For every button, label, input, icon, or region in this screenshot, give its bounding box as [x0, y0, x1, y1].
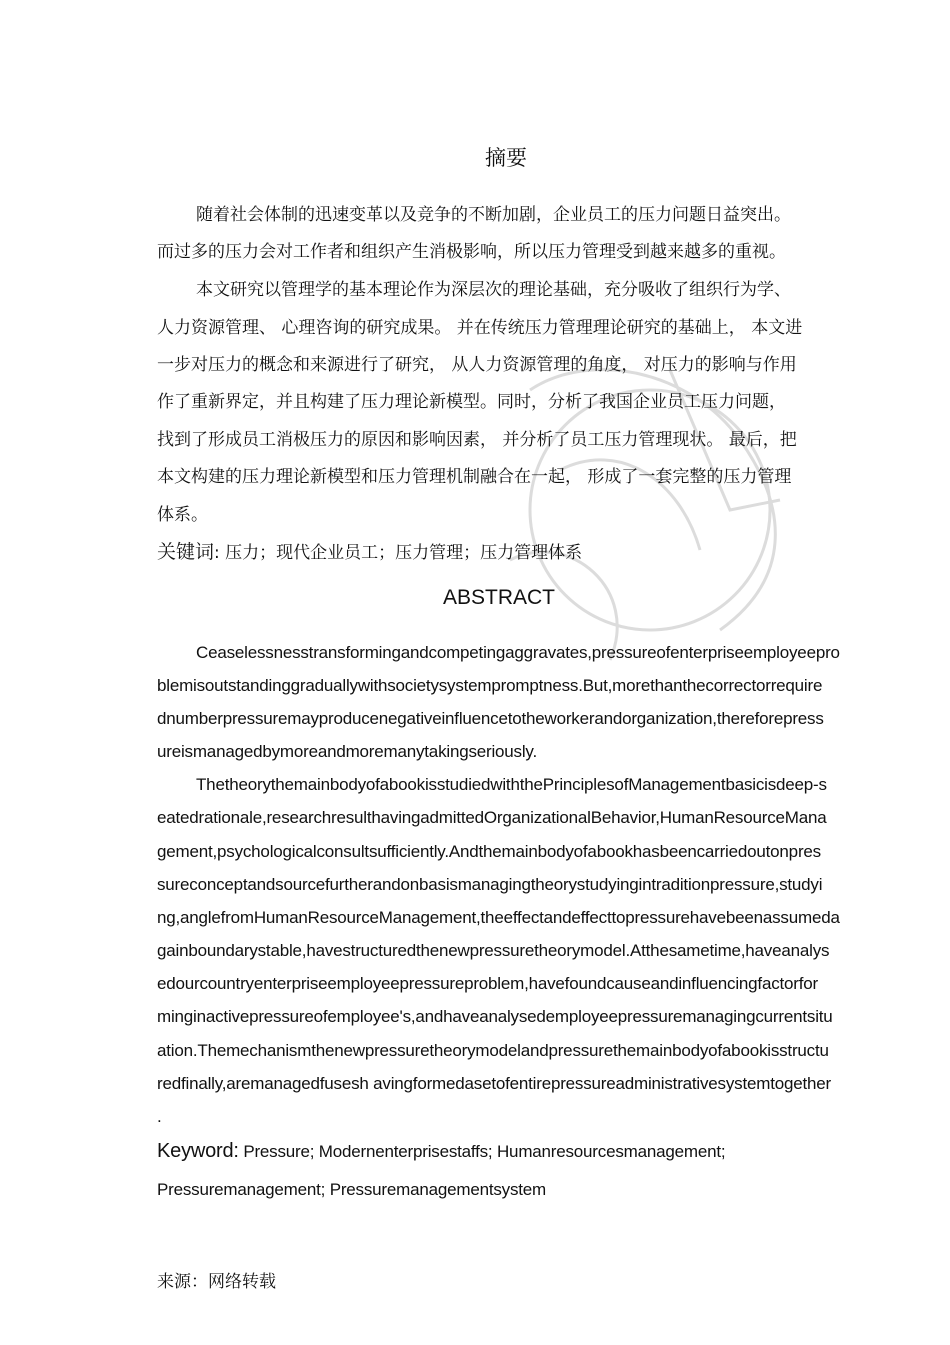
english-keywords-continued: Pressuremanagement; Pressuremanagementsystem	[157, 1180, 546, 1199]
chinese-abstract-line: 找到了形成员工消极压力的原因和影响因素， 并分析了员工压力管理现状。 最后，把	[157, 430, 797, 450]
english-abstract-line: edourcountryenterpriseemployeepressureproblem,havefoundcauseandinfluencingfactorfor	[157, 974, 818, 993]
chinese-abstract-line: 而过多的压力会对工作者和组织产生消极影响，所以压力管理受到越来越多的重视。	[157, 242, 786, 262]
english-abstract-line: gainboundarystable,havestructuredthenewpressuretheorymodel.Atthesametime,haveanalys	[157, 941, 830, 960]
english-abstract-line: dnumberpressuremayproducenegativeinfluencetotheworkerandorganization,thereforepress	[157, 709, 824, 728]
english-keywords-value: Pressure; Modernenterprisestaffs; Humanresourcesmanagement;	[243, 1142, 726, 1161]
source-note: 来源：网络转载	[157, 1272, 276, 1292]
english-keywords-label: Keyword:	[157, 1140, 239, 1162]
english-abstract-line: gement,psychologicalconsultsufficiently.Andthemainbodyofabookhasbeencarriedoutonpres	[157, 842, 821, 861]
chinese-keywords	[157, 541, 582, 564]
chinese-abstract-line: 随着社会体制的迅速变革以及竞争的不断加剧，企业员工的压力问题日益突出。	[196, 205, 791, 225]
watermark-seal-icon	[470, 330, 830, 690]
english-abstract-line: .	[157, 1107, 162, 1126]
english-keywords	[157, 1140, 725, 1163]
english-abstract-line: blemisoutstandinggraduallywithsocietysystempromptness.But,morethanthecorrectorrequire	[157, 676, 823, 695]
english-abstract-title: ABSTRACT	[443, 586, 556, 609]
english-abstract-line: eatedrationale,researchresulthavingadmittedOrganizationalBehavior,HumanResourceMana	[157, 808, 827, 827]
english-abstract-line: redfinally,aremanagedfusesh avingformedasetofentirepressureadministrativesystemtogether	[157, 1074, 831, 1093]
english-abstract-line: sureconceptandsourcefurtherandonbasismanagingtheorystudyingintraditionpressure,studyi	[157, 875, 823, 894]
chinese-abstract-line: 本文研究以管理学的基本理论作为深层次的理论基础，充分吸收了组织行为学、	[196, 280, 791, 300]
chinese-keywords-label: 关键词	[157, 541, 215, 563]
english-abstract-line: Ceaselessnesstransformingandcompetingaggravates,pressureofenterpriseemployeepro	[196, 643, 840, 662]
chinese-abstract-line: 本文构建的压力理论新模型和压力管理机制融合在一起， 形成了一套完整的压力管理	[157, 467, 792, 487]
english-abstract-line: ThetheorythemainbodyofabookisstudiedwiththePrinciplesofManagementbasicisdeep-s	[196, 775, 827, 794]
english-abstract-line: minginactivepressureofemployee's,andhaveanalysedemployeepressuremanagingcurrentsitu	[157, 1007, 833, 1026]
chinese-abstract-line: 人力资源管理、 心理咨询的研究成果。 并在传统压力管理理论研究的基础上， 本文进	[157, 318, 803, 338]
chinese-abstract-line: 体系。	[157, 505, 208, 525]
english-abstract-line: ation.Themechanismthenewpressuretheorymodelandpressurethemainbodyofabookisstructu	[157, 1041, 829, 1060]
chinese-keywords-value: : 压力；现代企业员工；压力管理；压力管理体系	[214, 543, 583, 563]
chinese-abstract-line: 作了重新界定，并且构建了压力理论新模型。同时，分析了我国企业员工压力问题，	[157, 392, 786, 412]
chinese-abstract-title: 摘要	[485, 146, 527, 170]
english-abstract-line: ureismanagedbymoreandmoremanytakingseriously.	[157, 742, 537, 761]
english-abstract-line: ng,anglefromHumanResourceManagement,theeffectandeffecttopressurehavebeenassumeda	[157, 908, 840, 927]
chinese-abstract-line: 一步对压力的概念和来源进行了研究， 从人力资源管理的角度， 对压力的影响与作用	[157, 355, 797, 375]
